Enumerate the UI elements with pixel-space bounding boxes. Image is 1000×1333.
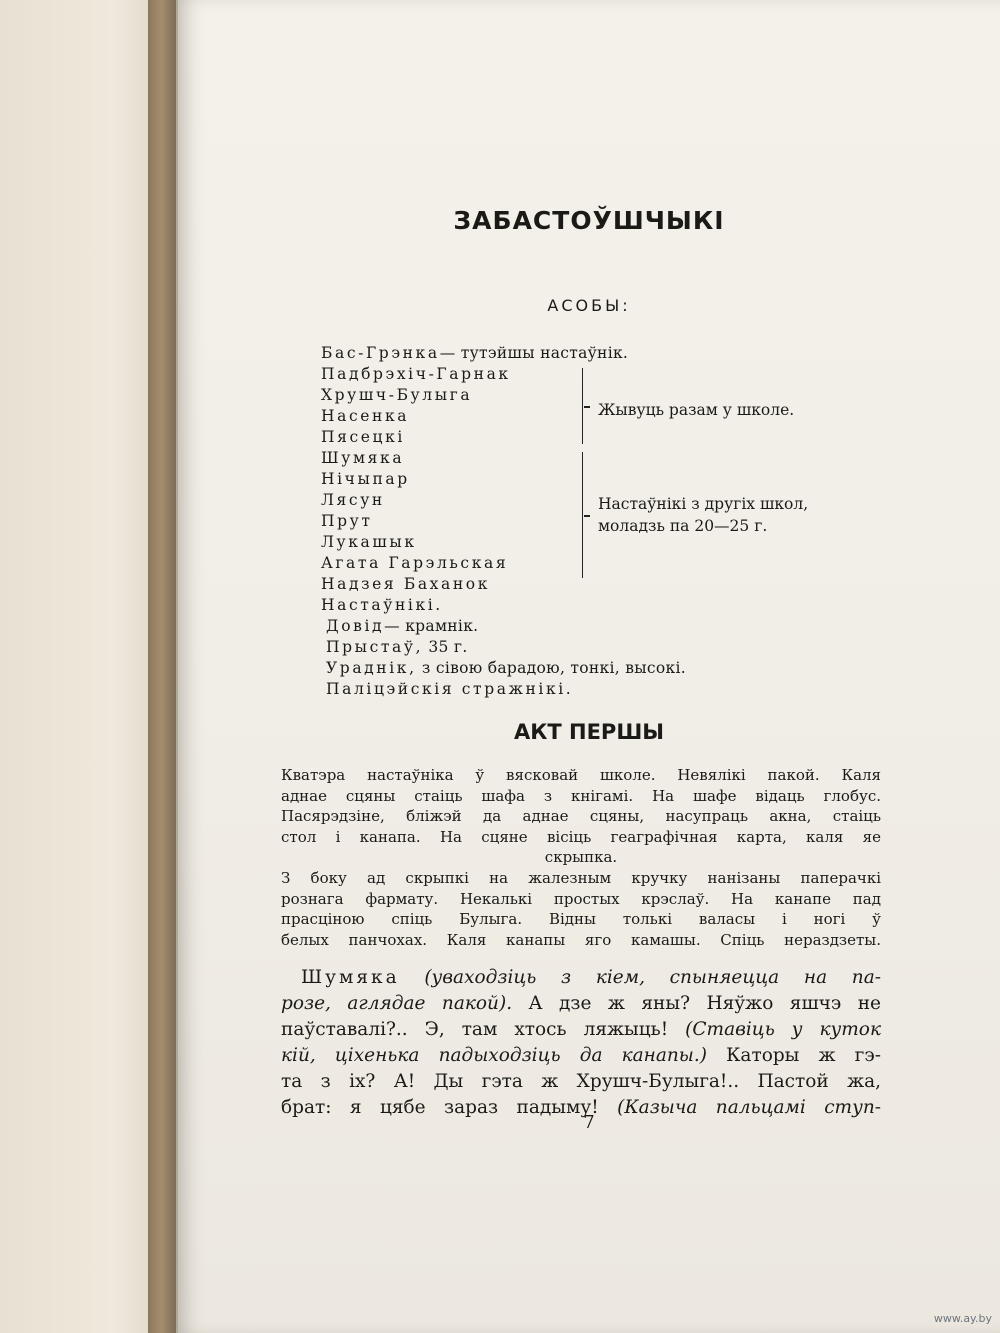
stage-line: скрыпка. [544, 848, 618, 867]
stage-line: З боку ад скрыпкі на жалезным кручку нанізаны паперачкі [281, 868, 881, 887]
speaker-name: Шумяка [301, 967, 400, 988]
stage-line: аднае сцяны стаіць шафа з кнігамі. На шафе відаць глобус. [281, 786, 881, 805]
dialog-line: кій, ціхенька падыходзіць да канапы.) Каторы ж гэ- [281, 1045, 881, 1066]
character-line: Нічыпар [321, 470, 410, 488]
stage-line: Кватэра настаўніка ў вясковай школе. Невялікі пакой. Каля [281, 766, 881, 784]
character-line: Бас-Грэнка— тутэйшы настаўнік. [321, 344, 629, 362]
stage-line: белых панчохах. Каля канапы яго камашы. Спіць нераздзеты. [281, 930, 881, 949]
stage-line: рознага фармату. Некалькі простых крэслаў. На канапе пад [281, 889, 881, 908]
play-title: ЗАБАСТОЎШЧЫКІ [453, 206, 725, 235]
character-line: Шумяка [321, 449, 405, 467]
group-note: Настаўнікі з другіх школ, [598, 495, 809, 513]
character-line: Падбрэхіч-Гарнак [321, 365, 511, 383]
group-note: моладзь па 20—25 г. [598, 517, 768, 535]
dialog-line: розе, аглядае пакой). А дзе ж яны? Няўжо яшчэ не [281, 993, 881, 1014]
dialog-line: брат: я цябе зараз падыму! (Казычa пальцамі ступ- [281, 1097, 881, 1118]
dialog-line: Шумяка (уваходзіць з кіем, спыняецца на па- [301, 967, 881, 988]
book-page [178, 0, 1000, 1333]
group-brace [576, 452, 583, 578]
persons-heading: АСОБЫ: [547, 296, 631, 315]
stage-line: Пасярэдзіне, бліжэй да аднае сцяны, насупраць акна, стаіць [281, 807, 881, 826]
character-line: Хрушч-Булыга [321, 386, 473, 404]
character-line: Довід— крамнік. [326, 617, 479, 635]
act-heading: АКТ ПЕРШЫ [513, 720, 665, 744]
dialog-block [281, 965, 881, 1121]
watermark: www.ay.by [933, 1312, 992, 1325]
character-line: Насенка [321, 407, 410, 425]
character-line: Настаўнікі. [321, 596, 443, 614]
character-line: Прут [321, 512, 373, 530]
character-line: Лукашык [321, 533, 417, 551]
page-number: 7 [583, 1112, 595, 1133]
character-line: Пясецкі [321, 428, 405, 446]
group-brace [576, 368, 583, 444]
character-line: Прыстаў, 35 г. [326, 638, 468, 656]
stage-directions [281, 765, 881, 950]
character-line: Паліцэйскія стражнікі. [326, 680, 574, 698]
character-line: Ураднік, з сівою барадою, тонкі, высокі. [326, 659, 686, 677]
stage-line: прасціною спіць Булыга. Відны толькі валасы і ногі ў [281, 910, 881, 929]
character-line: Лясун [321, 491, 385, 509]
dialog-line: та з іх? А! Ды гэта ж Хрушч-Булыга!.. Пастой жа, [281, 1071, 881, 1092]
dialog-line: паўставалі?.. Э, там хтось ляжыць! (Ставіць у куток [281, 1019, 881, 1040]
group-note: Жывуць разам у школе. [598, 401, 795, 419]
character-line: Надзея Баханок [321, 575, 490, 593]
stage-line: стол і канапа. На сцяне вісіць геаграфічная карта, каля яе [281, 827, 881, 846]
character-line: Агата Гарэльская [321, 554, 509, 572]
